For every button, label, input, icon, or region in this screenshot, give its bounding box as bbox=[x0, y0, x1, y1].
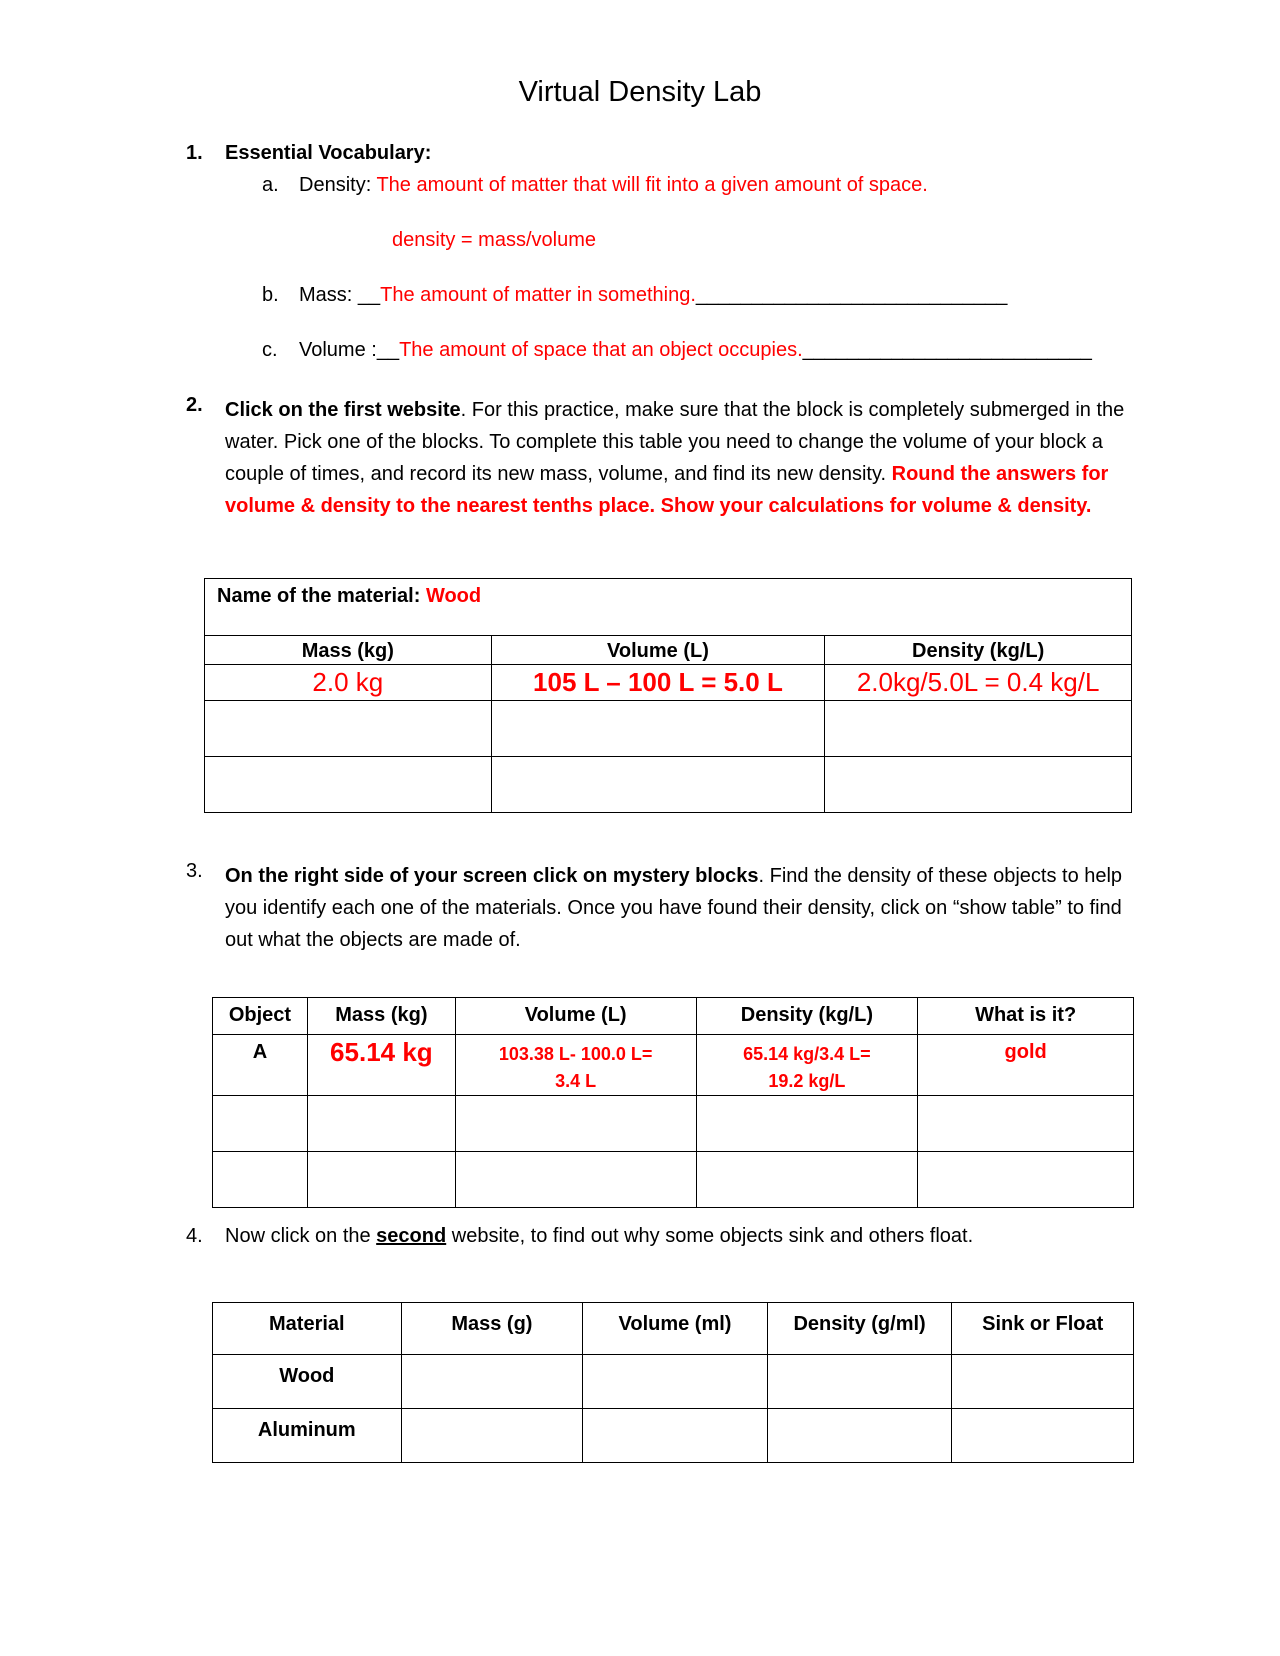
material-name-value: Wood bbox=[425, 585, 482, 607]
table-cell[interactable] bbox=[952, 1355, 1134, 1409]
object-a-density bbox=[696, 1035, 918, 1096]
vocab-density-answer: The amount of matter that will fit into a given amount of space. bbox=[376, 174, 928, 196]
section-2-red-note: Round the answers for volume & density to the nearest tenths place. Show your calculations for volume & density. bbox=[225, 463, 1109, 517]
header-material: Material bbox=[213, 1303, 402, 1355]
table-cell[interactable] bbox=[307, 1152, 455, 1208]
table-cell[interactable] bbox=[583, 1409, 768, 1463]
table-cell[interactable] bbox=[583, 1355, 768, 1409]
table-row bbox=[205, 701, 1132, 757]
section-4-number: 4. bbox=[186, 1225, 203, 1247]
table-cell[interactable] bbox=[696, 1096, 918, 1152]
section-2-instructions bbox=[225, 394, 1135, 522]
section-1-number: 1. bbox=[186, 142, 203, 164]
table-row bbox=[213, 1409, 1134, 1463]
section-1-heading: Essential Vocabulary: bbox=[225, 142, 432, 164]
vocab-volume-answer: The amount of space that an object occupies. bbox=[399, 339, 803, 361]
vocab-c-letter: c. bbox=[262, 339, 278, 361]
section-2-number: 2. bbox=[186, 394, 203, 416]
section-3-body: . Find the density of these objects to help you identify each one of the materials. Once you have found their density, click on “show table” to find out what the objects are made of. bbox=[225, 865, 1123, 951]
table-cell[interactable] bbox=[491, 757, 825, 813]
table-cell[interactable] bbox=[696, 1152, 918, 1208]
section-3-number: 3. bbox=[186, 860, 203, 882]
header-what-is-it: What is it? bbox=[918, 998, 1134, 1035]
object-a-volume-line-2: 3.4 L bbox=[555, 1071, 597, 1091]
vocab-volume bbox=[299, 339, 1092, 362]
material-wood: Wood bbox=[213, 1355, 402, 1409]
table-cell[interactable] bbox=[918, 1096, 1134, 1152]
wood-mass-value: 2.0 kg bbox=[205, 665, 492, 701]
vocab-density bbox=[299, 174, 928, 197]
density-formula: density = mass/volume bbox=[392, 229, 596, 251]
header-volume-ml: Volume (ml) bbox=[583, 1303, 768, 1355]
section-2-body: . For this practice, make sure that the block is completely submerged in the water. Pick one of the blocks. To complete this table you need to change the volume of your block a couple of times, and record its new mass, volume, and find its new density. bbox=[225, 399, 1125, 485]
section-4-instructions bbox=[225, 1225, 973, 1248]
table-cell[interactable] bbox=[213, 1152, 308, 1208]
object-a-volume-line-1: 103.38 L- 100.0 L= bbox=[498, 1044, 653, 1064]
vocab-density-term: Density: bbox=[299, 174, 372, 196]
header-mass-g: Mass (g) bbox=[401, 1303, 583, 1355]
table-cell[interactable] bbox=[767, 1409, 952, 1463]
vocab-a-letter: a. bbox=[262, 174, 279, 196]
table-cell[interactable] bbox=[205, 757, 492, 813]
table-cell[interactable] bbox=[307, 1096, 455, 1152]
table-cell[interactable] bbox=[205, 701, 492, 757]
section-4-post: website, to find out why some objects sink and others float. bbox=[446, 1225, 974, 1247]
wood-density-table bbox=[204, 578, 1132, 813]
table-cell[interactable] bbox=[401, 1355, 583, 1409]
table-cell[interactable] bbox=[825, 757, 1132, 813]
table-cell[interactable] bbox=[401, 1409, 583, 1463]
material-name-cell bbox=[205, 579, 1132, 636]
object-a-density-line-2: 19.2 kg/L bbox=[768, 1071, 846, 1091]
header-density-kg-l: Density (kg/L) bbox=[696, 998, 918, 1035]
page-title: Virtual Density Lab bbox=[518, 76, 762, 108]
object-a-density-line-1: 65.14 kg/3.4 L= bbox=[743, 1044, 871, 1064]
table-cell[interactable] bbox=[825, 701, 1132, 757]
table-row bbox=[213, 1355, 1134, 1409]
sink-or-float-table bbox=[212, 1302, 1134, 1463]
section-3-instructions bbox=[225, 860, 1135, 956]
object-a-label: A bbox=[213, 1035, 308, 1096]
header-volume-l: Volume (L) bbox=[491, 636, 825, 665]
table-cell[interactable] bbox=[767, 1355, 952, 1409]
header-mass-kg: Mass (kg) bbox=[307, 998, 455, 1035]
material-aluminum: Aluminum bbox=[213, 1409, 402, 1463]
vocab-mass-term: Mass: __ bbox=[299, 284, 381, 306]
table-row bbox=[213, 1096, 1134, 1152]
vocab-volume-term: Volume :__ bbox=[299, 339, 400, 361]
wood-density-calc: 2.0kg/5.0L = 0.4 kg/L bbox=[825, 665, 1132, 701]
vocab-b-letter: b. bbox=[262, 284, 279, 306]
wood-volume-calc: 105 L – 100 L = 5.0 L bbox=[491, 665, 825, 701]
table-row bbox=[205, 757, 1132, 813]
object-a-volume bbox=[455, 1035, 696, 1096]
table-cell[interactable] bbox=[455, 1096, 696, 1152]
section-4-pre: Now click on the bbox=[225, 1225, 377, 1247]
header-object: Object bbox=[213, 998, 308, 1035]
table-cell[interactable] bbox=[213, 1096, 308, 1152]
table-cell[interactable] bbox=[918, 1152, 1134, 1208]
object-a-mass: 65.14 kg bbox=[307, 1035, 455, 1096]
section-3-lead: On the right side of your screen click on mystery blocks bbox=[225, 865, 759, 887]
header-density-g-ml: Density (g/ml) bbox=[767, 1303, 952, 1355]
vocab-volume-blank: __________________________ bbox=[802, 339, 1092, 361]
section-2-lead: Click on the first website bbox=[225, 399, 461, 421]
vocab-mass-answer: The amount of matter in something. bbox=[380, 284, 696, 306]
header-density-kg-l: Density (kg/L) bbox=[825, 636, 1132, 665]
table-cell[interactable] bbox=[455, 1152, 696, 1208]
header-sink-or-float: Sink or Float bbox=[952, 1303, 1134, 1355]
vocab-mass bbox=[299, 284, 1007, 307]
mystery-blocks-table bbox=[212, 997, 1134, 1208]
table-cell[interactable] bbox=[952, 1409, 1134, 1463]
vocab-mass-blank: ____________________________ bbox=[695, 284, 1008, 306]
object-a-material: gold bbox=[918, 1035, 1134, 1096]
material-name-label: Name of the material: bbox=[217, 585, 426, 607]
header-mass-kg: Mass (kg) bbox=[205, 636, 492, 665]
table-cell[interactable] bbox=[491, 701, 825, 757]
table-row bbox=[213, 1152, 1134, 1208]
second-website-link[interactable]: second bbox=[376, 1225, 447, 1247]
header-volume-l: Volume (L) bbox=[455, 998, 696, 1035]
